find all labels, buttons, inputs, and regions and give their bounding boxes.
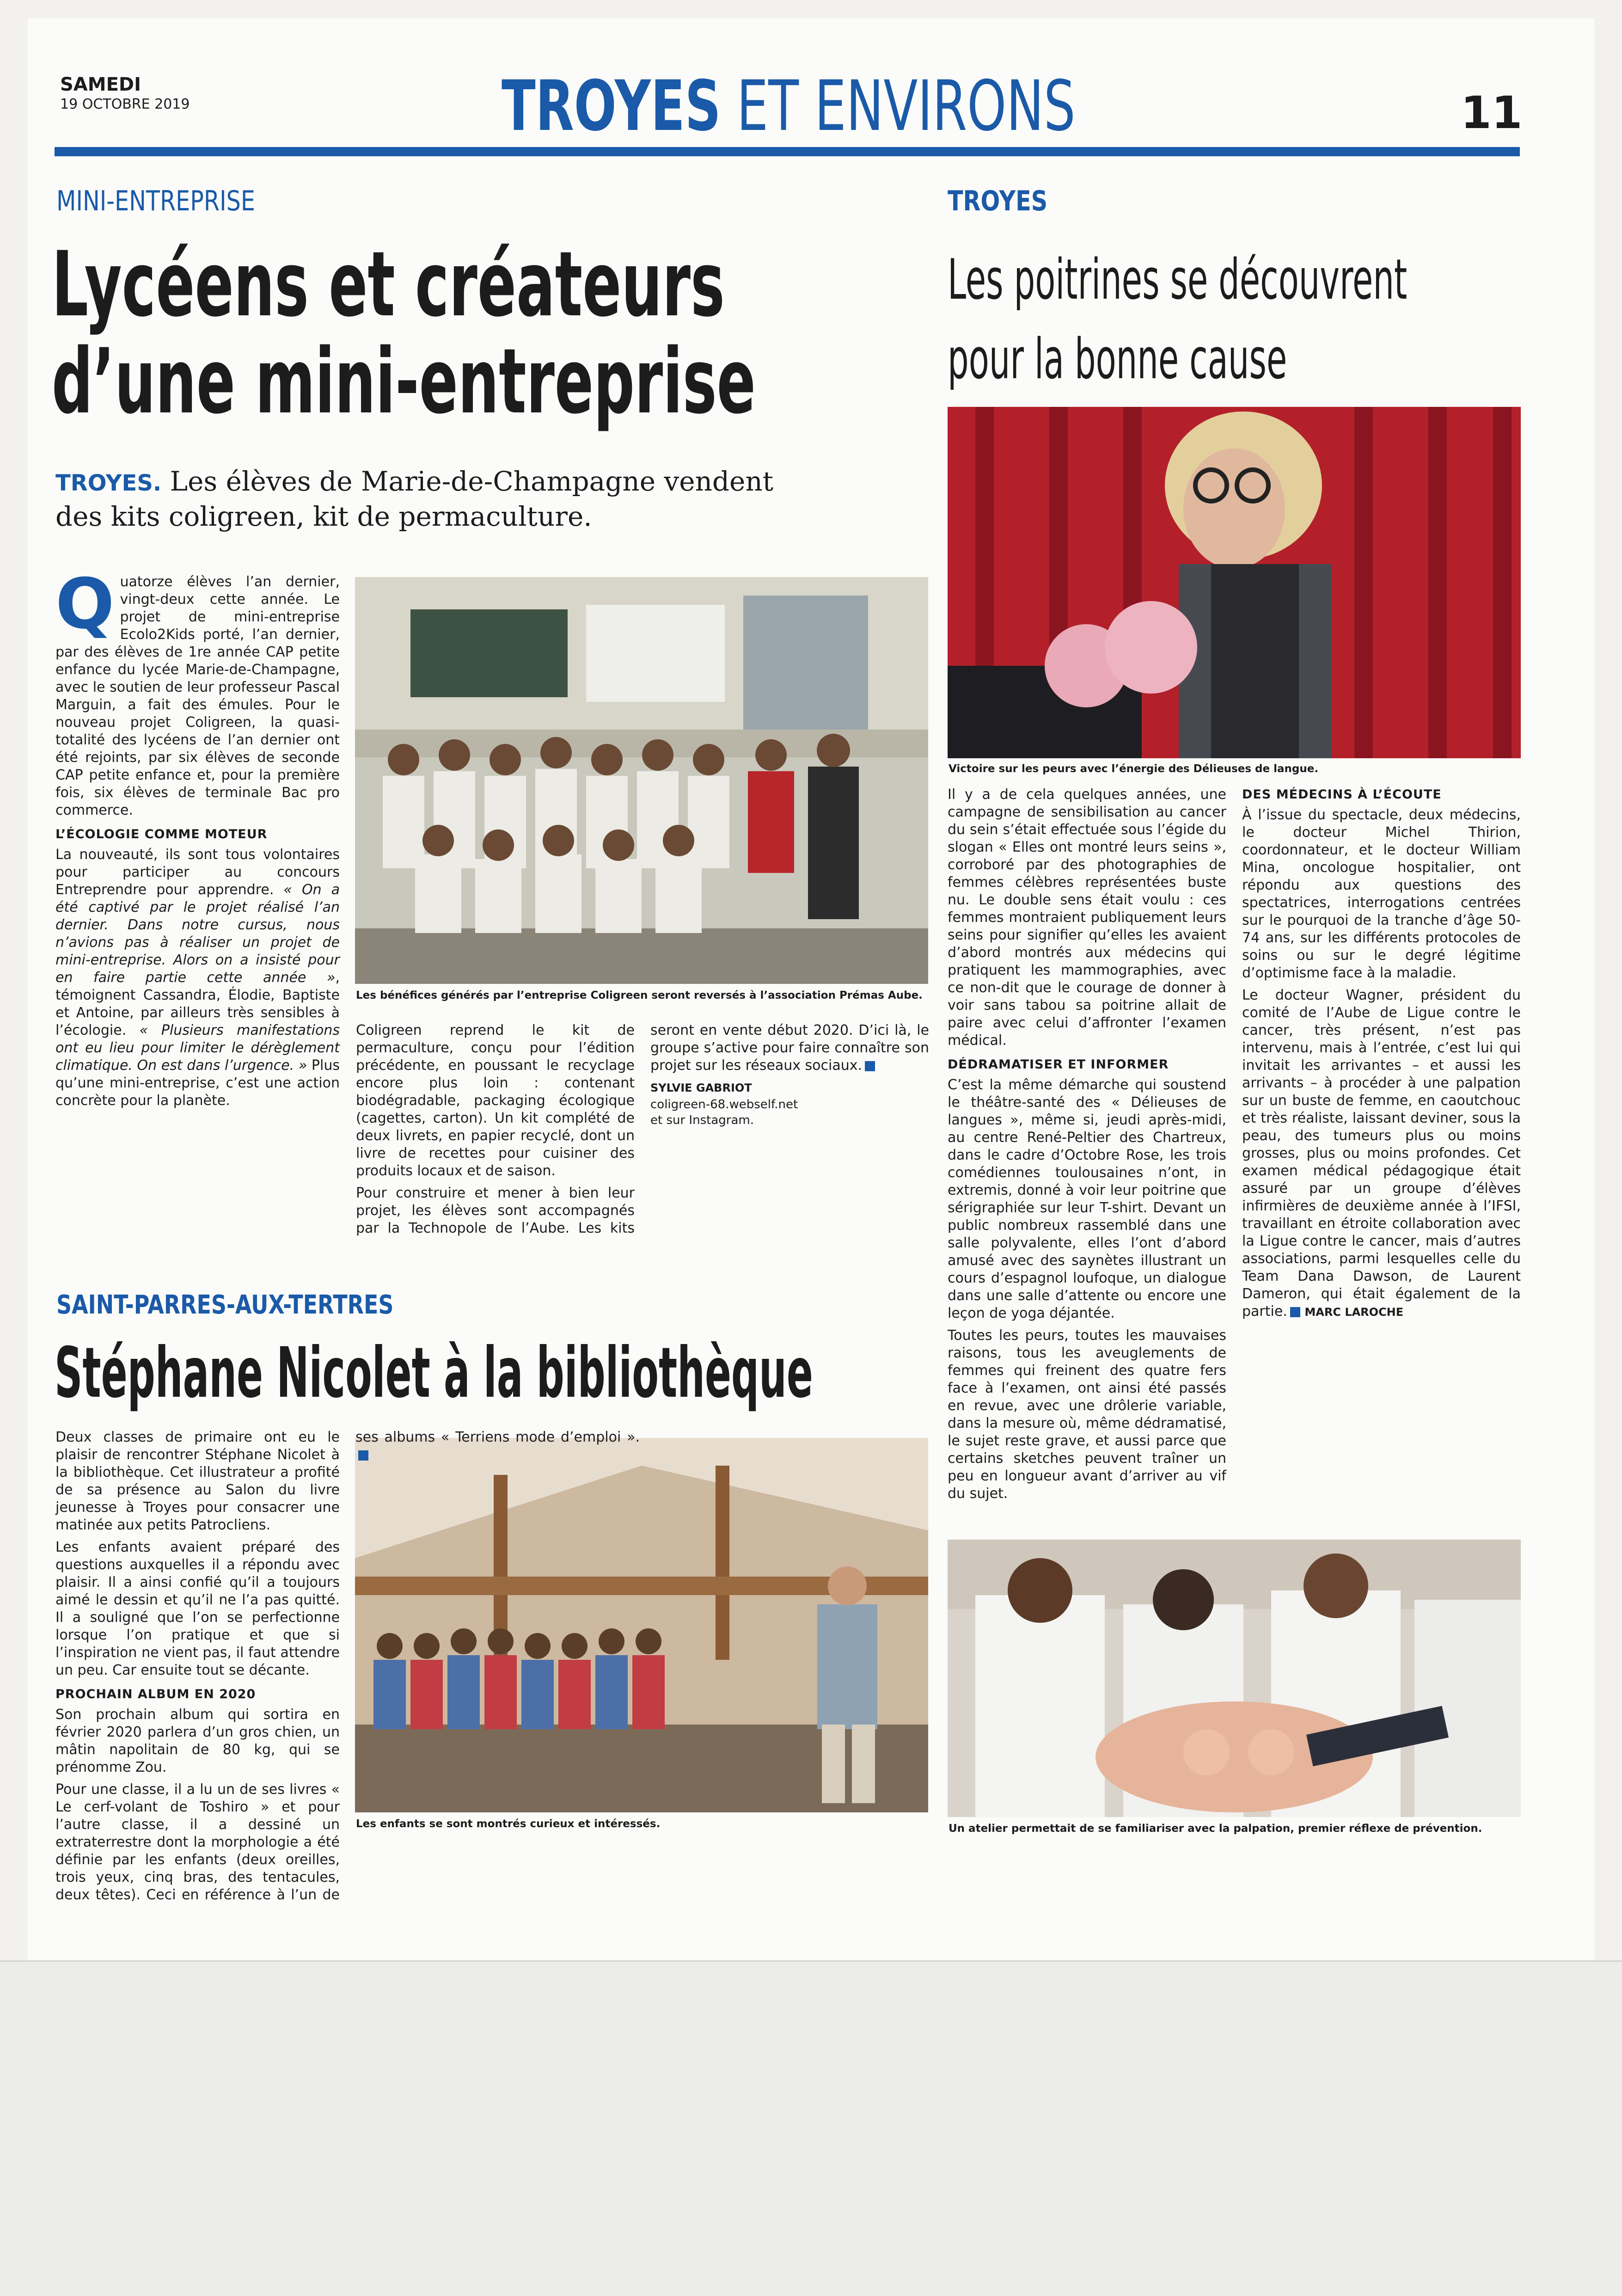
palpation-workshop-photo-illustration [948, 1540, 1521, 1817]
article1-p3: Coligreen reprend le kit de permaculture, conçu pour l’édition précédente, en poussant le recyclage encore plus loin : contenant biodégradable, packaging écologique (cagettes, carton). Un kit complété de deux livrets, en papier recyclé, dont un livre de recettes pour cuisiner des produits locaux et de saison. [356, 1022, 635, 1179]
article2-p2: Les enfants avaient préparé des questions auxquelles il a répondu avec plaisir. Il a ainsi confié qu’il a toujours aimé le dessin et qu’il ne l’a pas quitté. Il a souligné que l’on se perfectionne lorsque l’on pratique et que si l’inspiration ne vient pas, il faut attendre un peu. Car ensuite tout se décante. [55, 1539, 340, 1678]
article1-p2 [55, 846, 340, 1110]
students-group-photo-illustration [355, 577, 928, 984]
article1-p2-c: Plus qu’une mini-entreprise, c’est une action concrète pour la planète. [55, 1057, 340, 1109]
article1-title-line2: d’une mini-entreprise [52, 329, 756, 434]
article3-sub2: DES MÉDECINS À L’ÉCOUTE [1242, 787, 1442, 802]
article1-title-line1: Lycéens et créateurs [52, 232, 725, 337]
article3-cols [948, 786, 1521, 1526]
article1-lead-city: TROYES. [55, 470, 162, 496]
header-date: 19 OCTOBRE 2019 [60, 96, 190, 112]
article2-kicker: SAINT-PARRES-AUX-TERTRES [56, 1290, 394, 1320]
article3-p3: Toutes les peurs, toutes les mauvaises raisons, tous les aveuglements de femmes qui freinent des quatre fers face à l’examen, ont ainsi été passés en revue, avec une drôlerie variable, dans la mesure où, même dédramatisé, le sujet reste grave, et aussi parce que certains sketches peuvent traîner un peu en longueur avant d’arriver au vif du sujet. [948, 1327, 1226, 1502]
article1-p2-a: La nouveauté, ils sont tous volontaires pour participer au concours Entreprendre pour apprendre. [55, 847, 340, 898]
header-day: SAMEDI [60, 74, 141, 95]
article2-title: Stéphane Nicolet à la bibliothèque [55, 1333, 813, 1413]
article1-p2-quote2: « Plusieurs manifestations ont eu lieu pour limiter le dérèglement climatique. On est dans l’urgence. » [55, 1022, 340, 1074]
stage-actress-photo-illustration [948, 407, 1521, 758]
article1-link2: et sur Instagram. [650, 1113, 754, 1127]
article1-dropcap: Q [55, 564, 115, 645]
library-children-photo-illustration [355, 1438, 928, 1812]
article3-sub1: DÉDRAMATISER ET INFORMER [948, 1057, 1169, 1072]
article1-photo [355, 577, 928, 984]
article1-p2-b: , témoignent Cassandra, Élodie, Baptiste et Antoine, par ailleurs très sensibles à l’écologie. [55, 970, 340, 1038]
article3-photo-stage [948, 407, 1521, 758]
article2-p3: Son prochain album qui sortira en février 2020 parlera d’un gros chien, un mâtin napolitain de 80 kg, qui se prénomme Zou. [55, 1707, 340, 1775]
article3-p4: À l’issue du spectacle, deux médecins, le docteur Michel Thirion, coordonnateur, et le docteur William Mina, oncologue hospitalier, ont répondu aux questions des spectatrices, interrogations centrées sur le pourquoi de la tranche d’âge 50-74 ans, sur les différents protocoles de soins ou sur le degré légitime d’optimisme face à la maladie. [1242, 807, 1521, 981]
article3-photo-workshop [948, 1540, 1521, 1817]
article3-kicker: TROYES [948, 185, 1048, 217]
page-number: 11 [1461, 87, 1523, 139]
scan-margin [0, 1960, 1622, 2296]
article1-title [52, 232, 756, 434]
article3-caption2: Un atelier permettait de se familiariser avec la palpation, premier réflexe de prévention. [949, 1823, 1482, 1835]
end-mark-icon [358, 1450, 368, 1461]
article1-sub1: L’ÉCOLOGIE COMME MOTEUR [55, 827, 268, 841]
article2-sub1: PROCHAIN ALBUM EN 2020 [55, 1687, 256, 1701]
article2-photo [355, 1438, 928, 1812]
article1-link1[interactable]: coligreen-68.webself.net [650, 1098, 798, 1111]
header-rule [55, 147, 1520, 156]
end-mark-icon [865, 1061, 875, 1071]
article1-p1 [55, 564, 340, 819]
section-title-bold: TROYES [502, 66, 721, 147]
article3-title-line2: pour la bonne cause [948, 327, 1287, 392]
article3-signature: MARC LAROCHE [1304, 1306, 1404, 1319]
article3-title-line1: Les poitrines se découvrent [948, 248, 1408, 312]
article1-p4-text: Pour construire et mener à bien leur projet, les élèves sont accompagnés par la Technopole de l’Aube. Les kits seront en vente début 2020. D’ici là, le groupe s’active pour faire connaître son projet sur les réseaux sociaux. [356, 1022, 929, 1236]
article1-signature: SYLVIE GABRIOT [650, 1081, 752, 1094]
article3-p1: Il y a de cela quelques années, une campagne de sensibilisation au cancer du sein s’était effectuée sous l’égide du slogan « Elles ont montré leurs seins », corroboré par des photographies de femmes célèbres représentées buste nu. Le double sens était voulu : ces femmes montraient publiquement leurs seins pour signifier qu’elles les avaient d’abord montrés aux médecins qui pratiquent les mammographies, avec ce non-dit que le courage de donner à voir sans tabou sa poitrine allait de paire avec celui d’affronter l’examen médical. [948, 786, 1226, 1049]
article3-p2: C’est la même démarche qui soustend le théâtre-santé des « Délieuses de langues », même si, jeudi après-midi, au centre René-Peltier des Chartreux, dans le cadre d’Octobre Rose, les trois comédiennes toulousaines n’ont, in extremis, donné à voir leur poitrine que sérigraphiée sur leur T-shirt. Devant un public nombreux rassemblé dans une salle polyvalente, elles l’ont d’abord amusé avec des saynètes illustrant un cours d’espagnol loufoque, un dialogue dans une salle d’attente ou encore une leçon de yoga déjantée. [948, 1077, 1226, 1321]
article1-caption: Les bénéfices générés par l’entreprise Coligreen seront reversés à l’association Prémas Aube. [356, 989, 923, 1001]
end-mark-icon [1290, 1307, 1300, 1317]
article2-caption: Les enfants se sont montrés curieux et intéressés. [356, 1818, 661, 1830]
section-title-light: ET ENVIRONS [736, 66, 1076, 147]
article2-p4-text: Pour une classe, il a lu un de ses livres « Le cerf-volant de Toshiro » et pour l’autre classe, il a dessiné un extraterrestre dont la morphologie a été définie par les enfants (deux oreilles, trois yeux, cinq bras, des tentacules, deux têtes). Ceci en référence à l’un de ses albums « Terriens mode d’emploi ». [55, 1429, 640, 1903]
article3-title [948, 240, 1407, 399]
article1-col-main [55, 564, 340, 1239]
article1-lead [55, 465, 786, 533]
article1-kicker: MINI-ENTREPRISE [56, 185, 255, 217]
article2-p1: Deux classes de primaire ont eu le plaisir de rencontrer Stéphane Nicolet à la bibliothèque. Cet illustrateur a profité de sa présence au Salon du livre jeunesse à Troyes pour consacrer une matinée aux petits Patrocliens. [55, 1429, 340, 1533]
article3-p5 [1242, 987, 1521, 1321]
article3-caption1: Victoire sur les peurs avec l’énergie des Délieuses de langue. [949, 763, 1319, 775]
article1-p1-text: uatorze élèves l’an dernier, vingt-deux cette année. Le projet de mini-entreprise Ecolo2Kids porté, l’an dernier, par des élèves de 1re année CAP petite enfance du lycée Marie-de-Champagne, avec le soutien de leur professeur Pascal Marguin, a fait des émules. Pour le nouveau projet Coligreen, la quasi-totalité des lycéens de l’an dernier ont été rejoints, par six élèves de seconde CAP petite enfance et, pour la première fois, six élèves de terminale Bac pro commerce. [55, 574, 340, 818]
section-title [502, 67, 1076, 146]
article3-p5-text: Le docteur Wagner, président du comité de l’Aube de Ligue contre le cancer, très présent, n’est pas intervenu, mais à l’entrée, c’est lui qui invitait les arrivantes – et aussi les arrivants – à procéder à une palpation sur un buste de femme, en caoutchouc et très réaliste, laissant deviner, sous la peau, des tumeurs plus ou moins grosses, plus ou moins profondes. Cet examen médical pédagogique était assuré par un groupe d’élèves infirmières de deuxième année à l’IFSI, travaillant en étroite collaboration avec la Ligue contre le cancer, mais d’autres associations, parmi lesquelles celle du Team Dana Dawson, de Laurent Dameron, qui était également de la partie. [1242, 987, 1521, 1320]
article1-lead-text: Les élèves de Marie-de-Champagne vendent des kits coligreen, kit de permaculture. [55, 466, 774, 532]
article1-col-lower [356, 1022, 929, 1239]
article1-p2-quote1: « On a été captivé par le projet réalisé l’an dernier. Dans notre cursus, nous n’avions pas à réaliser un projet de mini-entreprise. Alors on a insisté pour en faire partie cette année » [55, 882, 340, 986]
